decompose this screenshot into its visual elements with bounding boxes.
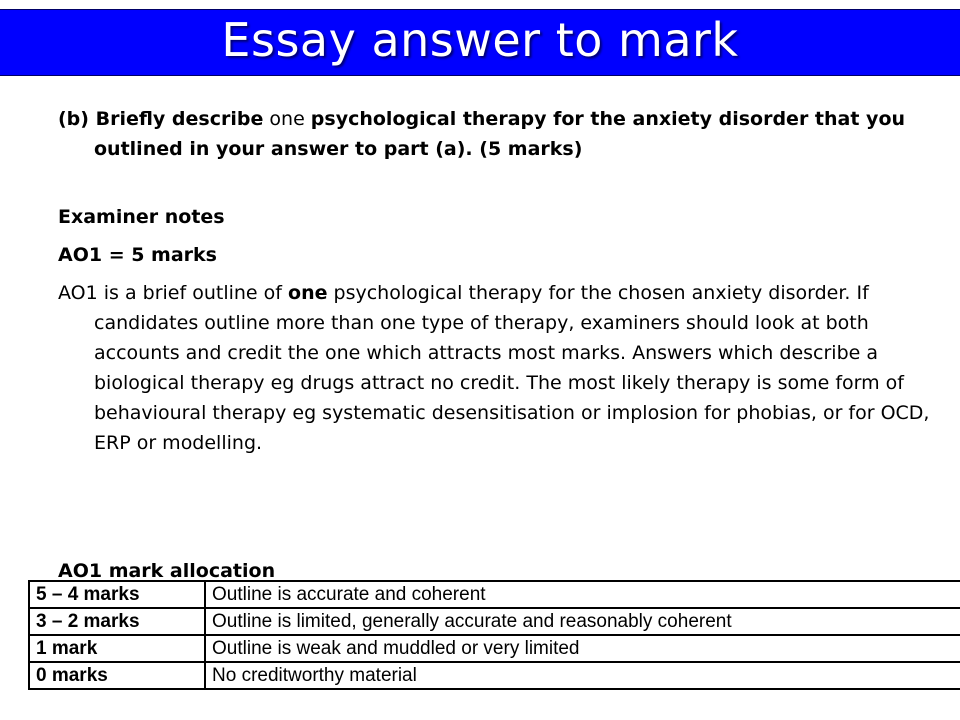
mark-band: 5 – 4 marks <box>29 581 205 608</box>
question-prefix: (b) <box>58 108 96 130</box>
mark-descriptor: No creditworthy material <box>205 662 960 689</box>
slide-title: Essay answer to mark <box>221 12 739 67</box>
table-row <box>29 608 960 635</box>
ao1-marks-line: AO1 = 5 marks <box>58 244 217 266</box>
mark-descriptor: Outline is limited, generally accurate and reasonably coherent <box>205 608 960 635</box>
mark-allocation-heading: AO1 mark allocation <box>58 560 276 578</box>
mark-band: 3 – 2 marks <box>29 608 205 635</box>
question-bold-1: Briefly describe <box>95 108 264 130</box>
question-bold-2: psychological therapy for the anxiety disorder that you outlined in your answer to part (a). (5 marks) <box>94 108 906 160</box>
notes-text-start: AO1 is a brief outline of <box>58 282 289 304</box>
notes-text-emphasis: one <box>288 282 328 304</box>
question-text <box>58 104 938 164</box>
table-row <box>29 662 960 689</box>
title-banner <box>0 9 960 76</box>
mark-descriptor: Outline is weak and muddled or very limited <box>205 635 960 662</box>
mark-band: 0 marks <box>29 662 205 689</box>
table-row <box>29 581 960 608</box>
table-row <box>29 635 960 662</box>
slide-body <box>58 104 938 458</box>
notes-text-end: psychological therapy for the chosen anxiety disorder. If candidates outline more than one type of therapy, examiners should look at both accounts and credit the one which attracts most marks. Answers which describe a biological therapy eg drugs attract no credit. The most likely therapy is some form of behavioural therapy eg systematic desensitisation or implosion for phobias, or for OCD, ERP or modelling. <box>94 282 930 454</box>
mark-descriptor: Outline is accurate and coherent <box>205 581 960 608</box>
mark-allocation-table <box>28 580 960 690</box>
examiner-notes-heading: Examiner notes <box>58 206 225 228</box>
question-plain: one <box>263 108 311 130</box>
examiner-notes-paragraph <box>58 278 938 458</box>
mark-band: 1 mark <box>29 635 205 662</box>
